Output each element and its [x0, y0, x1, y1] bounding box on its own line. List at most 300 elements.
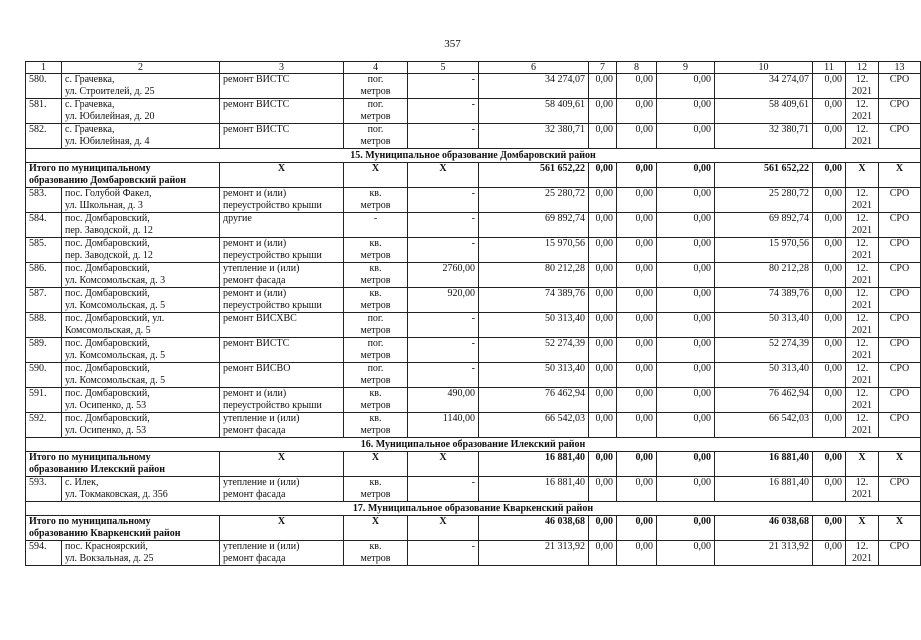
- cost-cell-line: 21 313,92: [769, 541, 809, 552]
- deadline-cell: [846, 541, 879, 566]
- deadline-cell-line: 12.: [855, 363, 869, 374]
- cost-cell: [715, 74, 813, 99]
- value-cell: [589, 477, 617, 502]
- method-cell-line: СРО: [889, 188, 910, 199]
- section-heading: 16. Муниципальное образование Илекский район: [26, 438, 921, 452]
- value-cell-line: 0,00: [635, 188, 653, 199]
- value-cell-line: 0,00: [693, 99, 711, 110]
- work-type-cell: [220, 541, 344, 566]
- value-cell: [813, 313, 846, 338]
- value-cell-line: 0,00: [635, 541, 653, 552]
- total-label-line: образованию Кваркенский район: [29, 528, 181, 539]
- value-cell: [617, 313, 657, 338]
- method-cell: [879, 124, 921, 149]
- row-number-line: 587.: [29, 288, 47, 299]
- value-cell-line: 0,00: [635, 288, 653, 299]
- work-type-cell-line: утепление и (или): [223, 413, 300, 424]
- cost-cell-line: 74 389,76: [545, 288, 585, 299]
- work-type-cell-line: другие: [223, 213, 252, 224]
- value-cell-line: 0,00: [595, 388, 613, 399]
- volume-cell-line: -: [471, 477, 475, 488]
- cost-cell-line: 15 970,56: [769, 238, 809, 249]
- volume-cell: [408, 413, 479, 438]
- cost-cell: [479, 188, 589, 213]
- method-cell: [879, 99, 921, 124]
- unit-cell: [344, 99, 408, 124]
- address-cell-line: пос. Красноярский,: [65, 541, 148, 552]
- total-cell: [879, 516, 921, 541]
- work-type-cell-line: ремонт и (или): [223, 288, 287, 299]
- deadline-cell-line: 2021: [852, 225, 872, 236]
- work-type-cell: [220, 288, 344, 313]
- cost-cell: [715, 263, 813, 288]
- works-table: [25, 61, 921, 566]
- column-number: 2: [62, 62, 220, 74]
- value-cell: [813, 188, 846, 213]
- unit-cell-line: метров: [360, 300, 391, 311]
- value-cell-line: 0,00: [693, 188, 711, 199]
- address-cell-line: ул. Юбилейная, д. 4: [65, 136, 150, 147]
- value-cell-line: 0,00: [635, 263, 653, 274]
- total-amount-line: 16 881,40: [769, 452, 809, 463]
- volume-cell: [408, 99, 479, 124]
- work-type-cell-line: ремонт фасада: [223, 425, 286, 436]
- value-cell: [589, 413, 617, 438]
- cost-cell-line: 80 212,28: [769, 263, 809, 274]
- method-cell-line: СРО: [889, 413, 910, 424]
- total-cell-line: 0,00: [635, 163, 653, 174]
- cost-cell: [715, 238, 813, 263]
- work-type-cell: [220, 363, 344, 388]
- method-cell: [879, 213, 921, 238]
- total-cell-line: X: [371, 452, 380, 463]
- total-amount: [715, 163, 813, 188]
- address-cell-line: ул. Комсомольская, д. 3: [65, 275, 166, 286]
- total-cell-line: 0,00: [595, 516, 613, 527]
- total-cell: [408, 452, 479, 477]
- value-cell: [589, 74, 617, 99]
- address-cell: [62, 313, 220, 338]
- address-cell-line: пос. Домбаровский, ул.: [65, 313, 165, 324]
- address-cell: [62, 541, 220, 566]
- column-number: 4: [344, 62, 408, 74]
- unit-cell: [344, 288, 408, 313]
- value-cell: [813, 477, 846, 502]
- cost-cell-line: 58 409,61: [769, 99, 809, 110]
- section-heading: 17. Муниципальное образование Кваркенский район: [26, 502, 921, 516]
- work-type-cell-line: ремонт ВИСХВС: [223, 313, 297, 324]
- address-cell-line: пос. Домбаровский,: [65, 413, 150, 424]
- value-cell-line: 0,00: [595, 541, 613, 552]
- volume-cell-line: -: [471, 238, 475, 249]
- value-cell: [617, 338, 657, 363]
- deadline-cell-line: 2021: [852, 425, 872, 436]
- value-cell: [813, 541, 846, 566]
- value-cell-line: 0,00: [824, 99, 842, 110]
- value-cell: [617, 74, 657, 99]
- method-cell-line: СРО: [889, 213, 910, 224]
- value-cell-line: 0,00: [635, 413, 653, 424]
- total-cell: [657, 163, 715, 188]
- volume-cell-line: -: [471, 338, 475, 349]
- total-amount-line: 46 038,68: [769, 516, 809, 527]
- total-cell: [617, 163, 657, 188]
- unit-cell-line: метров: [360, 350, 391, 361]
- volume-cell-line: 1140,00: [442, 413, 475, 424]
- cost-cell-line: 50 313,40: [769, 363, 809, 374]
- row-number: [26, 388, 62, 413]
- total-cell-line: X: [895, 516, 904, 527]
- total-label: [26, 163, 220, 188]
- section-heading-row: [26, 502, 921, 516]
- volume-cell-line: -: [471, 213, 475, 224]
- cost-cell: [479, 124, 589, 149]
- total-label-line: Итого по муниципальному: [29, 452, 151, 463]
- cost-cell-line: 52 274,39: [769, 338, 809, 349]
- deadline-cell-line: 2021: [852, 250, 872, 261]
- cost-cell-line: 66 542,03: [545, 413, 585, 424]
- value-cell-line: 0,00: [595, 363, 613, 374]
- method-cell-line: СРО: [889, 388, 910, 399]
- unit-cell: [344, 338, 408, 363]
- address-cell: [62, 188, 220, 213]
- cost-cell: [715, 338, 813, 363]
- column-number: 5: [408, 62, 479, 74]
- column-number: 10: [715, 62, 813, 74]
- volume-cell: [408, 338, 479, 363]
- method-cell: [879, 188, 921, 213]
- total-cell-line: 0,00: [635, 516, 653, 527]
- deadline-cell-line: 2021: [852, 111, 872, 122]
- address-cell-line: пос. Домбаровский,: [65, 238, 150, 249]
- work-type-cell-line: ремонт фасада: [223, 275, 286, 286]
- method-cell: [879, 363, 921, 388]
- work-type-cell: [220, 188, 344, 213]
- total-cell: [589, 452, 617, 477]
- total-cell: [589, 516, 617, 541]
- address-cell: [62, 388, 220, 413]
- value-cell: [813, 338, 846, 363]
- value-cell: [617, 99, 657, 124]
- value-cell: [617, 388, 657, 413]
- value-cell: [617, 238, 657, 263]
- value-cell-line: 0,00: [693, 313, 711, 324]
- cost-cell: [479, 313, 589, 338]
- cost-cell: [479, 238, 589, 263]
- unit-cell-line: кв.: [369, 238, 382, 249]
- address-cell: [62, 413, 220, 438]
- cost-cell-line: 34 274,07: [545, 74, 585, 85]
- value-cell-line: 0,00: [595, 338, 613, 349]
- volume-cell-line: -: [471, 541, 475, 552]
- total-cell-line: X: [439, 452, 447, 463]
- work-type-cell: [220, 74, 344, 99]
- table-row: [26, 541, 921, 566]
- value-cell: [813, 74, 846, 99]
- row-number: [26, 477, 62, 502]
- column-number-row: [26, 62, 921, 74]
- deadline-cell-line: 12.: [855, 413, 869, 424]
- cost-cell-line: 32 380,71: [545, 124, 585, 135]
- value-cell-line: 0,00: [693, 338, 711, 349]
- total-cell: [344, 516, 408, 541]
- volume-cell-line: 2760,00: [442, 263, 475, 274]
- value-cell: [657, 477, 715, 502]
- cost-cell-line: 52 274,39: [545, 338, 585, 349]
- method-cell-line: СРО: [889, 313, 910, 324]
- deadline-cell-line: 2021: [852, 350, 872, 361]
- volume-cell: [408, 313, 479, 338]
- method-cell-line: СРО: [889, 238, 910, 249]
- total-amount-line: 46 038,68: [545, 516, 585, 527]
- total-label: [26, 516, 220, 541]
- row-number-line: 594.: [29, 541, 47, 552]
- deadline-cell-line: 2021: [852, 136, 872, 147]
- method-cell: [879, 338, 921, 363]
- table-row: [26, 413, 921, 438]
- section-heading-row: [26, 149, 921, 163]
- deadline-cell: [846, 238, 879, 263]
- value-cell: [813, 213, 846, 238]
- unit-cell-line: метров: [360, 200, 391, 211]
- deadline-cell-line: 2021: [852, 275, 872, 286]
- value-cell-line: 0,00: [824, 124, 842, 135]
- total-cell: [879, 163, 921, 188]
- total-cell: [813, 163, 846, 188]
- address-cell: [62, 99, 220, 124]
- cost-cell: [715, 99, 813, 124]
- page-number: 357: [444, 38, 461, 50]
- total-cell: [220, 163, 344, 188]
- address-cell-line: ул. Строителей, д. 25: [65, 86, 155, 97]
- method-cell: [879, 74, 921, 99]
- table-row: [26, 124, 921, 149]
- work-type-cell: [220, 413, 344, 438]
- work-type-cell: [220, 124, 344, 149]
- value-cell-line: 0,00: [824, 238, 842, 249]
- work-type-cell-line: ремонт ВИСТС: [223, 338, 290, 349]
- cost-cell-line: 50 313,40: [769, 313, 809, 324]
- row-number: [26, 363, 62, 388]
- table-row: [26, 263, 921, 288]
- cost-cell: [479, 213, 589, 238]
- unit-cell: [344, 213, 408, 238]
- volume-cell-line: -: [471, 188, 475, 199]
- value-cell-line: 0,00: [824, 263, 842, 274]
- deadline-cell-line: 12.: [855, 477, 869, 488]
- total-cell: [813, 452, 846, 477]
- work-type-cell-line: утепление и (или): [223, 541, 300, 552]
- address-cell-line: пос. Домбаровский,: [65, 213, 150, 224]
- unit-cell: [344, 388, 408, 413]
- cost-cell-line: 34 274,07: [769, 74, 809, 85]
- value-cell-line: 0,00: [595, 288, 613, 299]
- value-cell: [813, 288, 846, 313]
- deadline-cell: [846, 263, 879, 288]
- value-cell: [657, 99, 715, 124]
- address-cell-line: ул. Комсомольская, д. 5: [65, 375, 166, 386]
- total-cell: [617, 516, 657, 541]
- total-cell: [813, 516, 846, 541]
- value-cell: [813, 238, 846, 263]
- column-number: 13: [879, 62, 921, 74]
- row-number: [26, 338, 62, 363]
- value-cell: [657, 413, 715, 438]
- cost-cell: [479, 541, 589, 566]
- table-row: [26, 313, 921, 338]
- total-cell-line: 0,00: [595, 163, 613, 174]
- deadline-cell-line: 12.: [855, 213, 869, 224]
- address-cell-line: ул. Токмаковская, д. 356: [65, 489, 168, 500]
- cost-cell-line: 16 881,40: [769, 477, 809, 488]
- table-row: [26, 477, 921, 502]
- total-cell: [408, 516, 479, 541]
- value-cell: [813, 263, 846, 288]
- total-cell: [220, 452, 344, 477]
- total-cell: [617, 452, 657, 477]
- address-cell: [62, 238, 220, 263]
- address-cell-line: пос. Домбаровский,: [65, 288, 150, 299]
- cost-cell-line: 74 389,76: [769, 288, 809, 299]
- table-row: [26, 288, 921, 313]
- unit-cell: [344, 477, 408, 502]
- value-cell-line: 0,00: [595, 188, 613, 199]
- total-amount: [479, 163, 589, 188]
- value-cell-line: 0,00: [635, 388, 653, 399]
- row-number-line: 590.: [29, 363, 47, 374]
- address-cell-line: с. Грачевка,: [65, 124, 115, 135]
- cost-cell: [479, 288, 589, 313]
- work-type-cell-line: ремонт фасада: [223, 489, 286, 500]
- cost-cell-line: 50 313,40: [545, 363, 585, 374]
- row-number: [26, 99, 62, 124]
- deadline-cell: [846, 124, 879, 149]
- address-cell-line: ул. Осипенко, д. 53: [65, 425, 147, 436]
- table-row: [26, 188, 921, 213]
- cost-cell-line: 76 462,94: [769, 388, 809, 399]
- value-cell: [657, 238, 715, 263]
- value-cell-line: 0,00: [824, 74, 842, 85]
- total-cell-line: X: [277, 452, 286, 463]
- value-cell-line: 0,00: [595, 313, 613, 324]
- cost-cell: [715, 213, 813, 238]
- cost-cell: [479, 338, 589, 363]
- total-cell-line: X: [895, 452, 904, 463]
- deadline-cell-line: 12.: [855, 288, 869, 299]
- total-cell-line: 0,00: [693, 516, 711, 527]
- unit-cell-line: метров: [360, 250, 391, 261]
- address-cell: [62, 124, 220, 149]
- unit-cell: [344, 313, 408, 338]
- total-cell-line: X: [277, 516, 286, 527]
- value-cell-line: 0,00: [635, 313, 653, 324]
- unit-cell-line: кв.: [369, 188, 382, 199]
- deadline-cell: [846, 188, 879, 213]
- total-cell-line: X: [858, 452, 866, 463]
- volume-cell-line: 490,00: [447, 388, 475, 399]
- volume-cell: [408, 238, 479, 263]
- value-cell-line: 0,00: [693, 288, 711, 299]
- value-cell: [813, 124, 846, 149]
- value-cell: [617, 188, 657, 213]
- row-number: [26, 124, 62, 149]
- volume-cell-line: -: [471, 124, 475, 135]
- value-cell-line: 0,00: [635, 124, 653, 135]
- value-cell-line: 0,00: [635, 338, 653, 349]
- value-cell-line: 0,00: [824, 338, 842, 349]
- work-type-cell-line: переустройство крыши: [223, 250, 322, 261]
- unit-cell-line: метров: [360, 553, 391, 564]
- total-cell-line: X: [858, 163, 866, 174]
- work-type-cell: [220, 263, 344, 288]
- work-type-cell-line: ремонт ВИСВО: [223, 363, 291, 374]
- row-number-line: 581.: [29, 99, 47, 110]
- row-number: [26, 288, 62, 313]
- unit-cell-line: метров: [360, 275, 391, 286]
- unit-cell-line: метров: [360, 86, 391, 97]
- value-cell-line: 0,00: [595, 477, 613, 488]
- deadline-cell-line: 2021: [852, 553, 872, 564]
- total-row: [26, 452, 921, 477]
- method-cell-line: СРО: [889, 363, 910, 374]
- unit-cell: [344, 541, 408, 566]
- work-type-cell-line: ремонт и (или): [223, 238, 287, 249]
- value-cell: [657, 288, 715, 313]
- value-cell: [589, 124, 617, 149]
- cost-cell: [715, 363, 813, 388]
- total-cell-line: 0,00: [595, 452, 613, 463]
- value-cell-line: 0,00: [824, 213, 842, 224]
- row-number-line: 585.: [29, 238, 47, 249]
- unit-cell: [344, 74, 408, 99]
- table-row: [26, 338, 921, 363]
- cost-cell: [715, 124, 813, 149]
- column-number: 11: [813, 62, 846, 74]
- value-cell-line: 0,00: [693, 541, 711, 552]
- work-type-cell-line: ремонт фасада: [223, 553, 286, 564]
- unit-cell-line: пог.: [367, 74, 384, 85]
- value-cell: [813, 413, 846, 438]
- unit-cell-line: кв.: [369, 388, 382, 399]
- value-cell-line: 0,00: [693, 413, 711, 424]
- table-row: [26, 388, 921, 413]
- value-cell-line: 0,00: [693, 263, 711, 274]
- unit-cell-line: кв.: [369, 413, 382, 424]
- address-cell-line: ул. Осипенко, д. 53: [65, 400, 147, 411]
- cost-cell: [715, 388, 813, 413]
- row-number-line: 589.: [29, 338, 47, 349]
- cost-cell: [715, 413, 813, 438]
- unit-cell-line: метров: [360, 136, 391, 147]
- method-cell-line: СРО: [889, 124, 910, 135]
- address-cell-line: Комсомольская, д. 5: [65, 325, 151, 336]
- method-cell: [879, 263, 921, 288]
- address-cell-line: пос. Домбаровский,: [65, 388, 150, 399]
- value-cell-line: 0,00: [824, 313, 842, 324]
- table-row: [26, 74, 921, 99]
- row-number: [26, 541, 62, 566]
- value-cell: [589, 213, 617, 238]
- total-cell: [589, 163, 617, 188]
- value-cell: [589, 388, 617, 413]
- value-cell-line: 0,00: [824, 288, 842, 299]
- deadline-cell-line: 2021: [852, 86, 872, 97]
- unit-cell-line: кв.: [369, 288, 382, 299]
- total-cell-line: X: [277, 163, 286, 174]
- deadline-cell: [846, 313, 879, 338]
- value-cell-line: 0,00: [693, 124, 711, 135]
- value-cell: [617, 124, 657, 149]
